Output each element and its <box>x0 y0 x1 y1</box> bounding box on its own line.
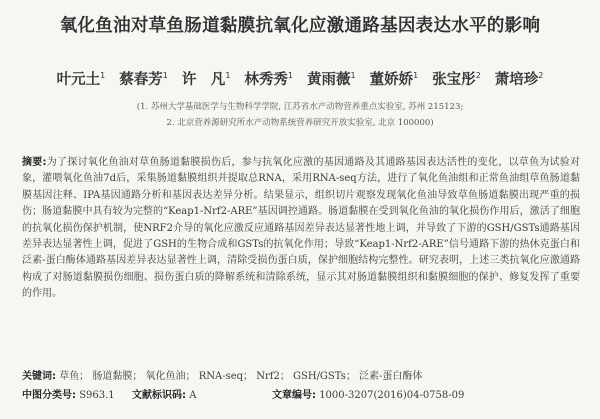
affiliation-2: 2. 北京营养源研究所水产动物系统营养研究开放实验室, 北京 100000) <box>166 118 434 128</box>
document-code <box>132 386 272 401</box>
article-no-label: 文章编号: <box>272 390 316 401</box>
author <box>307 68 356 89</box>
author-name: 张宝彤 <box>432 72 476 88</box>
author-affil-mark: 1 <box>350 71 356 81</box>
clc-label: 中图分类号: <box>22 390 76 401</box>
author-affil-mark: 1 <box>100 71 106 81</box>
author-affil-mark: 1 <box>287 71 293 81</box>
paper-title: 氧化鱼油对草鱼肠道黏膜抗氧化应激通路基因表达水平的影响 <box>59 16 541 36</box>
author-affil-mark: 2 <box>475 71 481 81</box>
clc-number <box>22 386 132 401</box>
author-name: 萧培珍 <box>494 72 539 88</box>
author-name: 林秀秀 <box>244 72 288 88</box>
clc-value: S963.1 <box>79 390 115 401</box>
abstract-label: 摘要: <box>22 157 47 168</box>
doc-code-label: 文献标识码: <box>132 390 186 401</box>
author <box>432 68 481 89</box>
author-name: 叶元土 <box>56 72 101 88</box>
article-no-value: 1000-3207(2016)04-0758-09 <box>319 390 465 401</box>
doc-code-value: A <box>189 390 197 401</box>
keywords-label: 关键词: <box>22 371 56 382</box>
author-affil-mark: 1 <box>413 71 419 81</box>
abstract <box>22 155 580 303</box>
author <box>57 68 106 89</box>
author <box>495 68 544 89</box>
author-affil-mark: 2 <box>538 71 544 81</box>
author-name: 董娇娇 <box>369 72 414 88</box>
author <box>182 68 231 89</box>
author-name: 许 凡 <box>181 72 226 88</box>
keywords-text: 草鱼； 肠道黏膜； 氧化鱼油； RNA-seq； Nrf2； GSH/GSTs； 泛素-蛋白酶体 <box>59 371 423 382</box>
author <box>119 68 168 89</box>
author <box>370 68 419 89</box>
classification-line <box>22 386 582 401</box>
keywords <box>22 367 422 382</box>
abstract-text: 为了探讨氧化鱼油对草鱼肠道黏膜损伤后，参与抗氧化应激的基因通路及其通路基因表达活性的变化，以草鱼为试验对象，灌喂氧化鱼油7d后，采集肠道黏膜组织并提取总RNA，采用RNA-seq方法，进行了氧化鱼油组和正常鱼油组草鱼肠道黏膜基因注释、IPA基因通路分析和基因表达差异分析。结果显示，组织切片观察发现氧化鱼油导致草鱼肠道黏膜出现严重的损伤；肠道黏膜中具有较为完整的“Keap1-Nrf2-ARE”基因调控通路。肠道黏膜在受到氧化鱼油的氧化损伤作用后，激活了细胞的抗氧化损伤保护机制，使NRF2介导的氧化应激反应通路基因差异表达显著性地上调，并导致了下游的GSH/GSTs通路基因差异表达显著性上调，促进了GSH的生物合成和GSTs的抗氧化作用；导致“Keap1-Nrf2-ARE”信号通路下游的热休克蛋白和泛素-蛋白酶体通路基因差异表达显著性上调，清除受损伤蛋白质，保护细胞结构完整性。研究表明，上述三类抗氧化应激通路构成了对肠道黏膜损伤细胞、损伤蛋白质的降解系统和清除系统，显示其对肠道黏膜组织和黏膜细胞的保护、修复发挥了重要的作用。 <box>22 157 581 300</box>
author-list <box>0 68 600 89</box>
author <box>244 68 293 89</box>
author-name: 黄雨薇 <box>307 72 351 88</box>
author-affil-mark: 1 <box>225 71 231 81</box>
article-number <box>272 386 582 401</box>
author-affil-mark: 1 <box>162 71 168 81</box>
affiliation-1: (1. 苏州大学基础医学与生物科学学院, 江苏省水产动物营养重点实验室, 苏州 215123; <box>136 102 464 112</box>
author-name: 蔡春芳 <box>119 72 163 88</box>
